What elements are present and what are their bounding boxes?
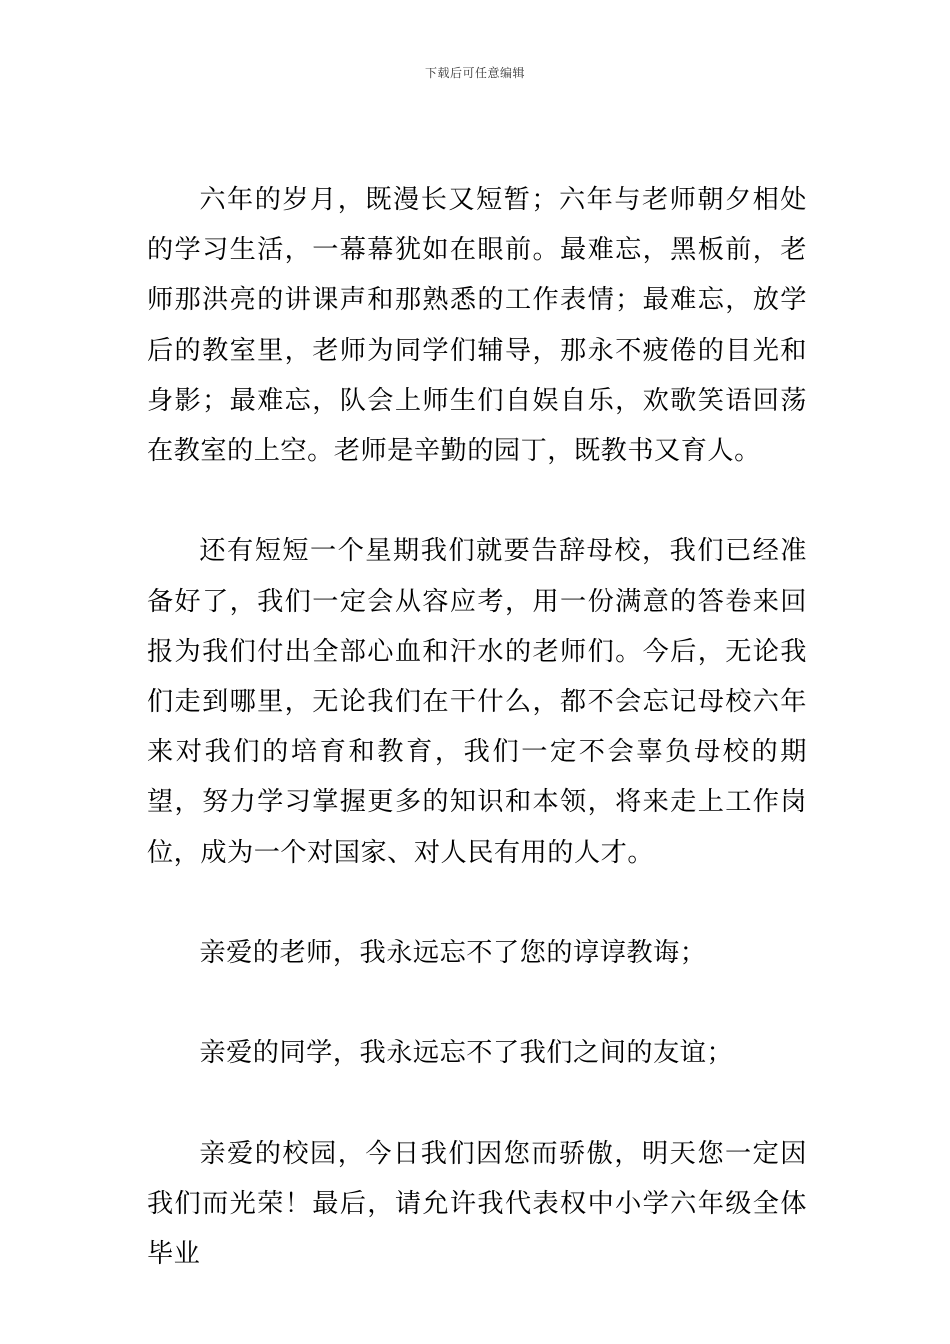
document-body — [147, 175, 807, 1279]
paragraph-gap — [147, 476, 807, 526]
paragraph-5: 亲爱的校园，今日我们因您而骄傲，明天您一定因我们而光荣！最后，请允许我代表权中小学六年级全体毕业 — [147, 1138, 807, 1270]
page-header: 下载后可任意编辑 — [424, 66, 525, 80]
paragraph-3: 亲爱的老师，我永远忘不了您的谆谆教诲； — [199, 938, 707, 969]
paragraph-gap — [147, 1079, 807, 1129]
paragraph-2: 还有短短一个星期我们就要告辞母校，我们已经准备好了，我们一定会从容应考，用一份满意的答卷来回报为我们付出全部心血和汗水的老师们。今后，无论我们走到哪里，无论我们在干什么，都不会忘记母校六年来对我们的培育和教育，我们一定不会辜负母校的期望，努力学习掌握更多的知识和本领，将来走上工作岗位，成为一个对国家、对人民有用的人才。 — [147, 536, 807, 868]
paragraph-gap — [147, 878, 807, 928]
paragraph-1: 六年的岁月，既漫长又短暂；六年与老师朝夕相处的学习生活，一幕幕犹如在眼前。最难忘，黑板前，老师那洪亮的讲课声和那熟悉的工作表情；最难忘，放学后的教室里，老师为同学们辅导，那永不疲倦的目光和身影；最难忘，队会上师生们自娱自乐，欢歌笑语回荡在教室的上空。老师是辛勤的园丁，既教书又育人。 — [147, 185, 807, 467]
paragraph-gap — [147, 978, 807, 1028]
paragraph-4: 亲爱的同学，我永远忘不了我们之间的友谊； — [199, 1038, 734, 1069]
